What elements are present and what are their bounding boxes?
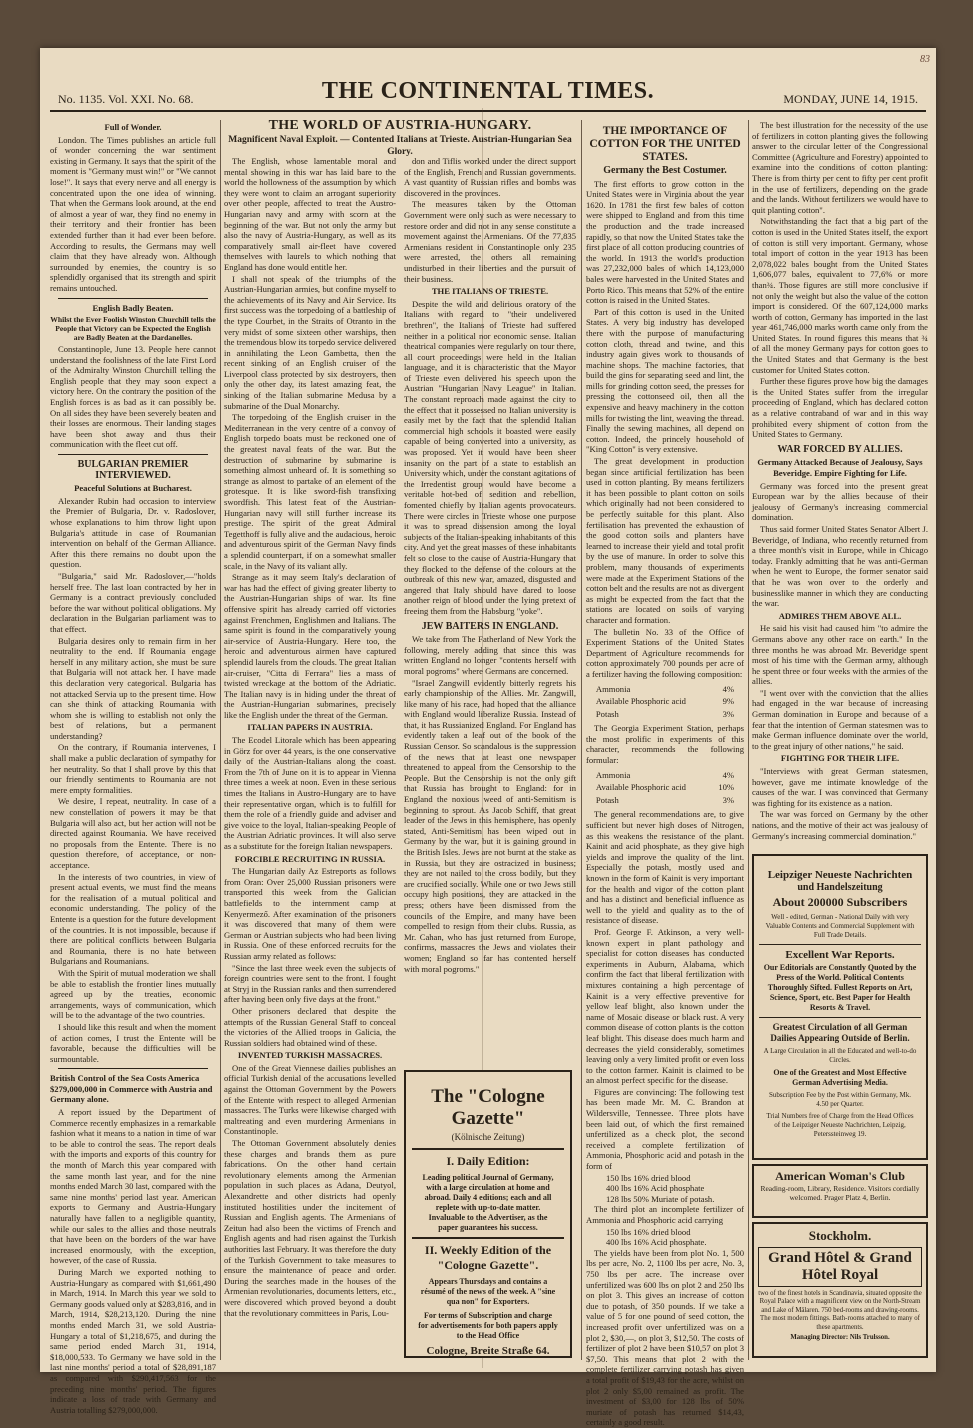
article-text: We take from The Fatherland of New York the following, merely adding that since this was written England no longer "contents herself with moral pogroms" where Germans are concerned. [404, 634, 576, 676]
table-cell: 10% [718, 782, 735, 793]
ad-text: Trial Numbers free of Charge from the Head Offices of the Leipziger Neueste Nachrichten, Leipzig, Peterssteinweg 19. [766, 1112, 914, 1138]
column-rule [220, 120, 221, 1360]
ad-title: American Woman's Club [775, 1169, 905, 1183]
ad-address: Cologne, Breite Straße 64. [426, 1345, 550, 1357]
ad-title: Stockholm. [808, 1228, 872, 1243]
table-cell: Available Phosphoric acid [595, 696, 686, 707]
table-cell: 4% [722, 769, 735, 780]
column-4 [586, 120, 744, 1428]
article-text: The English, whose lamentable moral and mental showing in this war has laid bare to the world the hollowness of the assumption by which they were wont to claim an arrogant superiority over other people, affected to treat the Austro-Hungarian navy and army with scorn at the beginning of the war. But not only the army but also the navy of Austria-Hungary, as well as its comparatively small air-fleet have covered themselves with laurels to which nothing that England has done would entitle her. [224, 156, 396, 272]
ad-text: Leading political Journal of Germany, with a large circulation at home and abroad. Daily 4 editions; each and all replete with up-to-date matter. Invaluable to the Advertiser, as the paper guarantees his success. [422, 1173, 554, 1232]
ad-title: The "Cologne Gazette" [431, 1086, 545, 1129]
advertisement-womans-club [752, 1164, 928, 1218]
subheadline: Germany the Best Costumer. [603, 165, 727, 176]
column-3 [404, 156, 576, 1064]
article-text: Strange as it may seem Italy's declaration of war has had the effect of giving greater liberty to the Austrian-Hungarian ships of war. Its fine offensive spirit has already carried off victories against Frenchmen, Englishmen and Italians. The same spirit is found in the comparatively young air-service of Austria-Hungary. Here too, the heroic and adventurous airmen have captured splendid laurels from the clouds. The great Italian air-cruiser, "Citta di Ferrara" lies a mass of twisted wreckage at the bottom of the Adriatic. The Italian navy is in hiding under the threat of the Austrian-Hungarian submarines, precisely like the English under the threat of the German. [224, 572, 396, 720]
article-text: Part of this cotton is used in the United States. A very big industry has developed there with the purpose of manufacturing cotton cloth, thread and twine, and this industry again gives work to thousands of machine shops. The machine factories, that build the gins for separating seed and lint, the mills for grinding cotton seed, the presses for pressing the cottonseed oil, then all the expensive and heavy machinery in the cotton mills for twisting the lint, weaving the thread. Finally the sewing machines, all depend on cotton. Indeed, the princely household of "King Cotton" is very extensive. [586, 306, 744, 455]
headline-full-of-wonder: Full of Wonder. [104, 122, 162, 132]
ad-subtitle: (Kölnische Zeitung) [451, 1132, 525, 1142]
ad-text: Subscription Fee by the Post within Germany, Mk. 4.50 per Quarter. [768, 1091, 912, 1108]
headline-bulgarian-premier: BULGARIAN PREMIER INTERVIEWED. [77, 459, 189, 481]
article-text: Notwithstanding the fact that a big part of the cotton is used in the United States itself, the export of cotton is still very important. Germany, whose total import of cotton in the year 1913 has been 2,078,022 bales bought from the United States 1,606,077 bales, equivalent to 77,6% or more than¾. Those figures are still more conclusive if not only the weight but also the value of the cotton import is considered. Of the 607,124,000 marks worth of cotton, Germany has imported in the last year 461,746,000 marks worth came only from the United States. In round figures this means that ¾ of all the money Germany pays for cotton goes to the United States and that Germany is the best customer for United States cotton. [752, 216, 928, 375]
article-text: A report issued by the Department of Commerce recently emphasizes in a remarkable fashion what it means to a nation in time of war to be able to control the seas. The report deals with the imports and exports of this country for the month of March this year compared with the same month last year, and for the nine months ended March 30 last, compared with the same nine months' period last year. American exports to Germany and Austria-Hungary naturally have fallen to a negligible quantity, while our sales to the allies and those neutrals that have been on the borders of the war have increased enormously, with the exception, however, of the case of Russia. [50, 1107, 216, 1266]
list-item: 128 lbs 50% Muriate of potash. [606, 1193, 715, 1204]
article-text: With the Spirit of mutual moderation we shall be able to establish the frontier lines mutually agreed up by the treaties, economic arrangements, ways of communication, which will be to the advantage of the two countries. [50, 967, 216, 1021]
article-text: "I went over with the conviction that the allies had engaged in the war because of increasing German domination in Europe and because of a fear that the intention of German statesmen was to make German influence dominate over the world, to the great injury of other nations," he said. [752, 687, 928, 751]
headline-english-badly-beaten: English Badly Beaten. [92, 302, 174, 313]
ad-text: Well - edited, German - National Daily with very Valuable Contents and Commercial Supplement with Full Trade Details. [765, 913, 915, 939]
article-text: "Interviews with great German statesmen, however, gave me intimate knowledge of the causes of the war. I was convinced that Germany was fighting for its existence as a nation. [752, 766, 928, 808]
ad-text: A Large Circulation in all the Educated and well-to-do Circles. [763, 1047, 917, 1064]
article-text: don and Tiflis worked under the direct support of the English, French and Russian governments. A vast quantity of Russian rifles and bombs was discovered in the provinces. [404, 156, 576, 198]
headline-war-forced-by-allies: WAR FORCED BY ALLIES. [777, 443, 903, 455]
article-text: He said his visit had caused him "to admire the Germans above any other race on earth." In the three months he was abroad Mr. Beveridge spent most of his time with the German army, although he spent three or four weeks with the armies of the allies. [752, 623, 928, 687]
issue-date: MONDAY, JUNE 14, 1915. [783, 92, 918, 106]
table-row [596, 696, 734, 707]
article-text: The bulletin No. 33 of the Office of Experiment Stations of the United States Department of Agriculture recommends for cotton approximately 700 pounds per acre of a fertilizer having the following composition: [586, 626, 744, 679]
subheadline: Magnificent Naval Exploit. — Contented Italians at Trieste. Austrian-Hungarian Sea Glory. [228, 135, 572, 157]
newspaper-page [40, 48, 936, 1428]
table-cell: 4% [722, 683, 735, 694]
headline-forcible-recruiting: FORCIBLE RECRUITING IN RUSSIA. [234, 853, 386, 864]
table-row [596, 709, 734, 720]
table-cell: Available Phosphoric acid [595, 782, 686, 793]
table-cell: Potash [595, 794, 619, 805]
subheadline: Peaceful Solutions at Bucharest. [74, 483, 192, 494]
table-cell: Ammonia [595, 769, 631, 780]
column-2 [224, 156, 396, 1360]
column-rule [748, 120, 749, 1360]
list-item: 150 lbs 16% dried blood [606, 1172, 691, 1183]
ad-text: Reading-room, Library, Residence. Visitors cordially welcomed. Prager Platz 4, Berlin. [760, 1184, 920, 1202]
table-row [596, 782, 734, 793]
fertilizer-table [594, 682, 736, 722]
article-text: Constantinople, June 13. People here cannot understand the foolishness of the late First Lord of the Admiralty Winston Churchill telling the English people that they may soon expect a victory here. On the contrary the position of the English forces is as bad as it can possibly be. On all sides they have been severely beaten and their losses are enormous. Their landing stages have been shot away and thus their communication with the fleet cut off. [50, 344, 216, 450]
divider [58, 454, 208, 455]
ad-manager: Managing Director: Nils Trulsson. [790, 1334, 890, 1342]
article-text: Thus said former United States Senator Albert J. Beveridge, of Indiana, who recently returned from a three month's visit in Europe, while in Chicago today. Frankly admitting that he was anti-German when he went to Europe, the former senator said that he was won over to the orderly and businesslike manner in which they are conducting the war. [752, 523, 928, 609]
article-text: The Ottoman Government absolutely denies these charges and brands them as pure fabrications. On the other hand certain revolutionary elements among the Armenian population in such places as Adana, Deutyol, Alexandrette and other districts had openly instituted hostilities under the incitement of Russian and English agents. The Armenians of Zeitun had also been the victims of French and English agents and had risen against the Turkish authorities last February. It was therefore the duty of the Turkish Government to take measures to ensure the maintenance of peace and order. During the searches made in the houses of the Armenian revolutionaries, documents letters, etc., were discovered which proved beyond a doubt that the revolutionary committees in Paris, Lou- [224, 1138, 396, 1318]
article-text: I should like this result and when the moment of action comes, I trust the Entente will be favorable, because the difficulties will be surmountable. [50, 1021, 216, 1064]
advertisement-cologne-gazette [404, 1070, 572, 1358]
advertisement-grand-hotel [752, 1222, 928, 1358]
divider [58, 1068, 208, 1069]
list-item: 400 lbs 16% Acid phosphate [606, 1183, 705, 1194]
austria-hungary-header [224, 118, 576, 158]
headline-italian-papers: ITALIAN PAPERS IN AUSTRIA. [247, 722, 373, 733]
masthead [50, 76, 926, 112]
article-text: On the contrary, if Roumania intervenes, I shall make a public declaration of sympathy for her neutrality. So that I shall prove by this that our friendly sentiments to Roumania are not mere empty formalities. [50, 742, 216, 795]
ad-hotel-name: Grand Hôtel & Grand Hôtel Royal [758, 1247, 922, 1287]
ad-subtitle: und Handelszeitung [797, 882, 883, 893]
table-cell: 3% [722, 708, 735, 719]
article-text: The Hungarian daily Az Estreports as follows from Oran: Over 25,000 Russian prisoners were transported this week from the Galician battlefields to the internment camp at Kenyermező. After examination of the prisoners it was discovered that many of them were German or Austrian subjects who had been living in Russia. One of these enforced recruits for the Russian army related as follows: [224, 866, 396, 961]
headline-italians-of-trieste: THE ITALIANS OF TRIESTE. [431, 286, 549, 297]
subheadline: Whilst the Ever Foolish Winston Churchill tells the People that Victory can be Expected the English are Badly Beaten at the Dardanelles. [50, 315, 216, 343]
headline-fighting-for-life: FIGHTING FOR THEIR LIFE. [780, 753, 900, 764]
ad-text: For terms of Subscription and charge for advertisements for both papers apply to the Head Office [418, 1311, 558, 1340]
table-cell: 9% [722, 696, 735, 707]
advertisement-leipziger [752, 854, 928, 1160]
article-text: Alexander Rubin had occasion to interview the Premier of Bulgaria, Dr. v. Radoslover, whose explanations to him throw light upon Bulgaria's attitude in case of Roumanian intervention on behalf of the German Alliance. After this there remains no doubt upon the question. [50, 495, 216, 570]
article-text: In the interests of two countries, in view of present actual events, we must find the means for the realisation of a mutual political and economic understanding. The policy of the Entente is a question for the future development of the countries. It is not impossible, because if there are political conflicts between Bulgaria and Roumania, there is no hate between Bulgarians and Roumanians. [50, 871, 216, 967]
subheadline: Germany Attacked Because of Jealousy, Says Beveridge. Empire Fighting for Life. [757, 457, 923, 478]
list-item: 400 lbs 16% Acid phosphate. [606, 1237, 707, 1248]
list-item: 150 lbs 16% dried blood [606, 1226, 691, 1237]
article-text: The Ecodel Litorale which has been appearing in Görz for over 44 years, is the one conservative daily of the Austrian-Italians along the coast. From the 7th of June on it is to appear in Vienna three times a week at noon. Even in these serious times the Italians in Austro-Hungary are to have their representative organ, which is to fulfill for them the role of a friendly guide and adviser and give voice to the loyal, Italian-speaking People of the Austrian Adriatic provinces. It will also serve as a substitute for the foreign Italian newspapers. [224, 735, 396, 851]
article-text: The torpedoing of the English cruiser in the Mediterranean in the very centre of a convoy of English torpedo boats must be reckoned one of the greatest naval feats of the war. But the destruction of submarine by submarine is something almost unheard of. It is something so strange as almost to partake of an element of the grotesque. It is like sword-fish transfixing swordfish. This latest feat of the Austrian-Hungarian navy will still further increase its prestige. The spirit of the great Admiral Tegetthoff is fully alive and the audacious, heroic and adventurous spirit of the German Navy finds a splendid counterpart, if on a somewhat smaller scale, in the Navy of its valiant ally. [224, 412, 396, 571]
article-text: Bulgaria desires only to remain firm in her neutrality to the end. If Roumania engage herself in any military action, she must be sure that Bulgaria will not attack her. I have made this declaration very categorical. Bulgaria has not attacked Servia up to the present time. How can she think of attacking Roumania with whom she is willing to establish not only the best of relations, but a permanent understanding? [50, 635, 216, 741]
headline-admires-them: ADMIRES THEM ABOVE ALL. [778, 610, 902, 621]
newspaper-title: THE CONTINENTAL TIMES. [321, 78, 655, 104]
headline-jew-baiters: JEW BAITERS IN ENGLAND. [421, 620, 559, 632]
article-text: "Israel Zangwill evidently bitterly regrets his early championship of the Allies. Mr. Zangwill, like many of his race, had hoped that the alliance with England would liberalize Russia. Instead of that, it has Russianized England. For England has evidently taken a leaf out of the book of the Russian Censor. So scandalous is the suppression of the news that at least one newspaper threatened to appeal from the Censorship to the People. But the Censorship is not the only gift that Russia has brought to England: for in England the noxious weed of anti-Semitism is beginning to sprout. As Jacob Schiff, that great leader of the Jews in this hemisphere, has openly stated, Anti-Semitism has been wiped out in Germany by the war, but it is gaining ground in the British Isles. Jews are not burnt at the stake as in Russia, but they are ostracized in business; they are not nailed to the cross bodily, but they are crucified socially. While one or two Jews still occupy high positions, they are attacked in the press; others have been dismissed from the councils of the Empire, and many have been compelled to resign from their clubs. Russia, as Mr. Cahan, who has just returned from Europe, confirms, massacres the Jews and violates their women; England so far has contented herself with moral pogroms." [404, 677, 576, 974]
fertilizer-table [594, 768, 736, 808]
archive-mark: 83 [920, 54, 930, 65]
article-text: Despite the wild and delirious oratory of the Italians with regard to "their undelivered brethren", the Italians of Trieste had suffered neither in a political nor economic sense. Italian theatrical companies were regularly on tour there, all court proceedings were held in the Italian language, and it is characteristic that the Mayor of Trieste even delivered his speech upon the Austrian "Hungarian Navy League" in Italian. The constant reproach made against the city to the effect that it possessed no Italian university is easily met by the fact that the splendid Italian commercial high schools it boasted were easily capable of being converted into a university, as was proposed. Yet it would have been sheer insanity on the part of a state to establish an University which, under the constant agitations of the Irredentist group would have become a veritable hot-bed of sedition and rebellion, fomented chiefly by Italian agents provocateurs. There were circles in Trieste whose one purpose it was to spread dissension among the loyal subjects of the Italian-speaking inhabitants of this city. And yet the great masses of these inhabitants felt so close to the cause of Austria-Hungary that they flocked to the defense of the colours at the outbreak of this new war, amazed, disgusted and angered that Italy should have dared to loose another reign of blood under the lying pretext of freeing them from the Habsburg "yoke". [404, 298, 576, 616]
article-text: The Georgia Experiment Station, perhaps the most prolific in experiments of this character, recommends the following formular: [586, 723, 744, 766]
article-text: The measures taken by the Ottoman Government were only such as were necessary to restore order and did not in any sense constitute a movement against the Armenians. Of the 77,835 Armenians resident in Constantinople only 235 were arrested, the others all remaining undisturbed in their liberties and the pursuit of their business. [404, 199, 576, 284]
divider [58, 298, 208, 299]
article-text: The best illustration for the necessity of the use of fertilizers in cotton planting gives the following answer to the circular letter of the Congressional Committee (Agriculture and Forestry) appointed to examine into the conditions of cotton planting: There is from thirty per cent to fifty per cent profit in the use of fertilizers, depending on the grade and the lands. Without fertilizers we would have to quit planting cotton". [752, 120, 928, 215]
article-text: "Since the last three week even the subjects of foreign countries were sent to the front. I fought at Stryj in the Russian ranks and then surrendered after having been only five days at the front." [224, 962, 396, 1005]
article-text: London. The Times publishes an article full of wonder concerning the war sentiment existing in Germany. It says that the spirit of the moment is "Germany must win!" or "We cannot lose!". It says that every nerve and all energy is concentrated upon the one idea of winning. That when the Germans look around, at the end of almost a year of war, they find no enemy in their territory and their frontier has been extended further than it had ever been before. According to results, the Germans may well claim that they have already won. Although surrounded by enemies, the country is so splendidly organised that its strength and spirit remains untouched. [50, 134, 216, 293]
article-text: The third plot an incomplete fertilizer of Ammonia and Phosphoric acid carrying [586, 1204, 744, 1225]
article-text: Further these figures prove how big the damages is the United States suffer from the irregular proceeding of England, which has declared cotton as a relative contraband of war and in this way prohibited every shipment of cotton from the United States to Germany. [752, 376, 928, 440]
article-text: Figures are convincing: The following test has been made Mr. M. C. Brandon at Wildersville, Tennessee. Three plots have been laid out, of which the first remained unfertilized as a check plot, the second received a complete fertilization of Ammonia, Phosphoric acid and potash in the form of [586, 1086, 744, 1172]
article-text: We desire, I repeat, neutrality. In case of a new constellation of powers it may be that Bulgaria will also act, but her action will not be directed against Roumania. We have received no proposals from the Entente. There is no question therefore, of acceptance, or non-acceptance. [50, 796, 216, 870]
issue-number: No. 1135. Vol. XXI. No. 68. [58, 92, 194, 106]
table-cell: 3% [722, 794, 735, 805]
ad-text: two of the finest hotels in Scandinavia, situated opposite the Royal Palace with a magnificent view on the North-Stream and Lake of Mälaren. 750 bed-rooms and drawing-rooms. The most modern fittings. Bath-rooms attached to many of these apartments. [758, 1290, 922, 1331]
ad-text: Our Editorials are Constantly Quoted by the Press of the World. Political Contents Thoroughly Sifted. Fullest Reports on Art, Science, Sport, etc. Best Paper for Health Resorts & Travel. [763, 963, 917, 1012]
ad-heading: II. Weekly Edition of the "Cologne Gazette". [412, 1237, 564, 1273]
table-row [596, 770, 734, 781]
column-5 [752, 120, 928, 848]
ad-text: Appears Thursdays and contains a résumé of the news of the week. A "sine qua non" for Exporters. [420, 1277, 556, 1306]
ad-heading: Excellent War Reports. [759, 944, 921, 961]
ad-heading: I. Daily Edition: [412, 1148, 564, 1169]
headline-british-control: British Control of the Sea Costs America $279,000,000 in Commerce with Austria and Germany alone. [50, 1073, 213, 1105]
table-cell: Potash [595, 708, 619, 719]
headline-cotton: THE IMPORTANCE OF COTTON FOR THE UNITED STATES. [589, 125, 741, 163]
article-text: The yields have been from plot No. 1, 500 lbs per acre, No. 2, 1100 lbs per acre, No. 3, 750 lbs per acre. The increase over unfertilized was 600 lbs on plot 2 and 250 lbs on plot 3. This gives an increase of cotton due to potash, of 350 pounds. If we take a value of 5 for one pound of seed cotton, the increased profit over unfertilized was on a plot 2, $30,—, on plot 3, $12,50. The costs of fertilizer of plot 2 have been $10,57 on plot 3 $7,50. This means that plot 2 with the complete fertilizer carrying potash has given a total profit of $19,43 for the acre, whilst on plot 2 only $5,00 remained as profit. The investment of $3,00 for 128 lbs of 50% muriate of potash has returned $14,43, certainly a good result. [586, 1247, 744, 1428]
article-text: Other prisoners declared that despite the attempts of the Russian General Staff to conceal the victories of the Allied troops in Galicia, the Russian soldiers had obtained wind of these. [224, 1005, 396, 1048]
article-text: The great development in production began since artificial fertilization has been used in cotton planting. By means fertilizers it has been possible to plant cotton on soils which originally had not been considered to be perfectly suitable for this plant. Also fertilisation has prevented the exhaustion of the good cotton soils and planters have learned to increase their yield and total profit by the use of manure. In order to solve this problem, many thousands of experiments were made at the Experiment Stations of the cotton belt and the results are not as divergent as might be expected from the fact that the stations are located on soils of varying character and formation. [586, 456, 744, 625]
column-1 [50, 120, 216, 1415]
article-text: The first efforts to grow cotton in the United States were in Virginia about the year 1620. In 1781 the first few bales of cotton were shipped to England and from this time the production and the trade increased rapidly, so that now the United States take the first place of all cotton producing countries of the world. In 1913 the world's production was 27,232,000 bales of which 14,123,000 bales were harvested in the United States and Porto Rico. This means that 52% of the entire cotton is raised in the United States. [586, 178, 744, 306]
ad-title: Leipziger Neueste Nachrichten [767, 869, 913, 881]
table-cell: Ammonia [595, 683, 631, 694]
column-rule [581, 120, 582, 1360]
article-text: "Bulgaria," said Mr. Radoslover,—"holds herself free. The last loan contracted by her in Germany is a contract previously concluded before the war without political obligations. My declaration in the Bulgarian parliament was to that effect. [50, 570, 216, 634]
table-row [596, 684, 734, 695]
article-text: One of the Great Viennese dailies publishes an official Turkish denial of the accusations levelled against the Ottoman Government by the Powers of the Entente with respect to alleged Armenian massacres. The Turks were likewise charged with maltreating and even murdering Armenians in Constantinople. [224, 1062, 396, 1137]
headline-invented-massacres: INVENTED TURKISH MASSACRES. [237, 1050, 383, 1061]
table-row [596, 795, 734, 806]
article-text: During March we exported nothing to Austria-Hungary as compared with $1,661,490 in March, 1914. In March this year we sold to Germany goods valued only at $283,816, and in March, 1914, $28,213,120. During the nine months ended March 31, we sold Austria-Hungary a total of $1,218,675, and during the same period ended March 31, 1914, $18,000,533. To Germany we have sold in the last nine months' period a total of $28,891,187 as compared with $290,417,563 for the preceding nine months' period. The figures indicate a loss of trade with Germany and Austria totalling $279,000,000. [50, 1266, 216, 1415]
ad-heading: Greatest Circulation of all German Dailies Appearing Outside of Berlin. [759, 1017, 921, 1044]
headline-world-of-austria-hungary: THE WORLD OF AUSTRIA-HUNGARY. [268, 118, 532, 133]
ad-text: One of the Greatest and Most Effective German Advertising Media. [773, 1068, 907, 1087]
article-text: I shall not speak of the triumphs of the Austrian-Hungarian armies, but confine myself to the achievements of its Navy and Air Service. Its first success was the torpedoing of a battleship of the type Courbet, in the Straits of Otranto in the very midst of some sixteen other warships, then the tremendous blow its torpedo service delivered in annihilating the Leon Gambetta, then the recent sinking of an English cruiser of the Liverpool class protected by six destroyers, then only the other day, its latest amazing feat, the sinking of the Italian submarine Medusa by a submarine of the Dual Monarchy. [224, 273, 396, 411]
ad-subscribers: About 200000 Subscribers [772, 895, 908, 909]
article-text: Germany was forced into the present great European war by the allies because of their jealousy of Germany's increasing commercial domination. [752, 480, 928, 523]
article-text: The general recommendations are, to give sufficient but never high doses of Nitrogen, as this weakens the resistance of the plant. Kainit and acid phosphate, as they give high yields and improve the quality of the lint. Especially the potash, mostly used and known in the form of Kainit is very important for the health and vigor of the cotton plant and has a distinct and beneficial influence as well to the yield and quality as to the of resistance of disease. [586, 809, 744, 926]
article-text: Prof. George F. Atkinson, a very well-known expert in plant pathology and specialist for cotton diseases has conducted experiments in Auburn, Alabama, which confirm the fact that liberal fertilization with mixtures containing a high percentage of Kainit is a very effective preventive for yellow leaf blight, also known under the name of Mosaic disease or black rust. A very common disease of cotton plants is the cotton leaf blight. This disease does much harm and decreases the yield considerably, sometimes leaving only a very limited profit or even loss to the cotton farmer. Kainit is claimed to be an almost perfect specific for the disease. [586, 926, 744, 1086]
article-text: The war was forced on Germany by the other nations, and the motive of their act was jealousy of Germany's increasing commercial domination." [752, 809, 928, 841]
